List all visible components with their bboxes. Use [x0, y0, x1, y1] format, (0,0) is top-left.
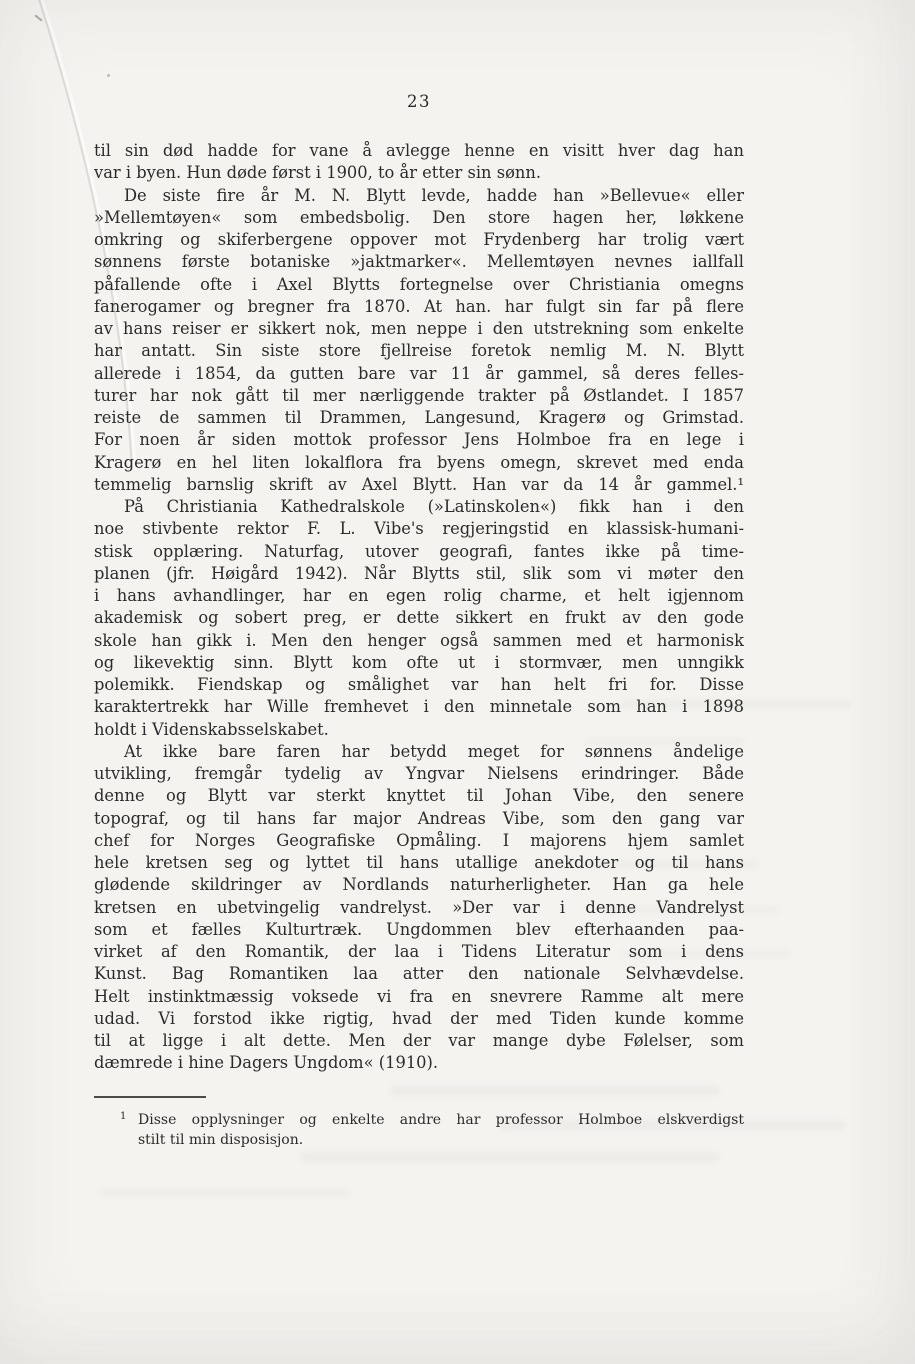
footnote-text: [94, 1111, 744, 1150]
text-line: turer har nok gått til mer nærliggende trakter på Østlandet. I 1857: [94, 385, 744, 405]
text-line: til sin død hadde for vane å avlegge henne en visitt hver dag han: [94, 141, 744, 160]
text-line: »Mellemtøyen« som embedsbolig. Den store hagen her, løkkene: [94, 207, 744, 227]
text-line: allerede i 1854, da gutten bare var 11 år gammel, så deres felles-: [94, 363, 744, 383]
text-line: fanerogamer og bregner fra 1870. At han. har fulgt sin far på flere: [94, 296, 744, 316]
body-text: [94, 140, 744, 1075]
footnote-line: stilt til min disposisjon.: [138, 1131, 304, 1148]
scan-speck: [107, 74, 110, 77]
text-line: På Christiania Kathedralskole (»Latinskolen«) fikk han i den: [124, 497, 744, 516]
ghost-smudge: [300, 1152, 720, 1162]
text-line: omkring og skiferbergene oppover mot Frydenberg har trolig vært: [94, 230, 744, 249]
text-line: sønnens første botaniske »jaktmarker«. Mellemtøyen nevnes iallfall: [94, 252, 744, 272]
text-line: kretsen en ubetvingelig vandrelyst. »Der var i denne Vandrelyst: [94, 897, 744, 917]
page-number: 23: [407, 92, 431, 111]
text-line: karaktertrekk har Wille fremhevet i den minnetale som han i 1898: [94, 697, 744, 717]
text-line: og likevektig sinn. Blytt kom ofte ut i stormvær, men unngikk: [94, 652, 744, 672]
text-line: som et fælles Kulturtræk. Ungdommen blev efterhaanden paa-: [94, 919, 744, 939]
text-line: dæmrede i hine Dagers Ungdom« (1910).: [94, 1053, 439, 1073]
text-line: holdt i Videnskabsselskabet.: [94, 719, 329, 739]
text-line: noe stivbente rektor F. L. Vibe's regjeringstid en klassisk-humani-: [94, 519, 744, 539]
text-line: For noen år siden mottok professor Jens Holmboe fra en lege i: [94, 430, 744, 450]
ghost-smudge: [390, 1086, 720, 1096]
text-line: akademisk og sobert preg, er dette sikkert en frukt av den gode: [94, 608, 744, 628]
text-line: virket af den Romantik, der laa i Tidens Literatur som i dens: [94, 942, 744, 961]
text-line: var i byen. Hun døde først i 1900, to år etter sin sønn.: [94, 163, 542, 183]
text-line: til at ligge i alt dette. Men der var mange dybe Følelser, som: [94, 1031, 744, 1050]
text-line: De siste fire år M. N. Blytt levde, hadde han »Bellevue« eller: [124, 185, 744, 205]
footnote-line: Disse opplysninger og enkelte andre har professor Holmboe elskverdigst: [138, 1112, 744, 1128]
text-line: denne og Blytt var sterkt knyttet til Johan Vibe, den senere: [94, 786, 744, 806]
footnote: [94, 1096, 744, 1150]
text-line: reiste de sammen til Drammen, Langesund, Kragerø og Grimstad.: [94, 408, 744, 427]
text-line: chef for Norges Geografiske Opmåling. I majorens hjem samlet: [94, 830, 744, 850]
text-line: påfallende ofte i Axel Blytts fortegnelse over Christiania omegns: [94, 274, 744, 294]
text-line: utvikling, fremgår tydelig av Yngvar Nielsens erindringer. Både: [94, 764, 744, 783]
text-line: skole han gikk i. Men den henger også sammen med et harmonisk: [94, 630, 744, 650]
text-line: hele kretsen seg og lyttet til hans utallige anekdoter og til hans: [94, 853, 744, 872]
text-line: stisk opplæring. Naturfag, utover geografi, fantes ikke på time-: [94, 541, 744, 561]
text-line: har antatt. Sin siste store fjellreise foretok nemlig M. N. Blytt: [94, 341, 744, 361]
text-line: topograf, og til hans far major Andreas Vibe, som den gang var: [94, 808, 744, 828]
text-line: glødende skildringer av Nordlands naturherligheter. Han ga hele: [94, 875, 744, 895]
text-line: Kunst. Bag Romantiken laa atter den nationale Selvhævdelse.: [94, 964, 744, 984]
text-line: av hans reiser er sikkert nok, men neppe i den utstrekning som enkelte: [94, 319, 744, 338]
footnote-rule: [94, 1096, 206, 1098]
text-line: udad. Vi forstod ikke rigtig, hvad der med Tiden kunde komme: [94, 1008, 744, 1028]
text-line: temmelig barnslig skrift av Axel Blytt. Han var da 14 år gammel.¹: [94, 474, 744, 494]
footnote-marker: 1: [120, 1111, 127, 1122]
text-line: polemikk. Fiendskap og smålighet var han helt fri for. Disse: [94, 675, 744, 694]
ghost-smudge: [100, 1188, 350, 1197]
text-line: planen (jfr. Høigård 1942). Når Blytts stil, slik som vi møter den: [94, 563, 744, 583]
text-line: Kragerø en hel liten lokalflora fra byens omegn, skrevet med enda: [94, 452, 744, 472]
text-line: i hans avhandlinger, har en egen rolig charme, et helt igjennom: [94, 586, 744, 605]
text-line: Helt instinktmæssig voksede vi fra en snevrere Ramme alt mere: [94, 986, 744, 1006]
text-line: At ikke bare faren har betydd meget for sønnens åndelige: [124, 741, 744, 761]
